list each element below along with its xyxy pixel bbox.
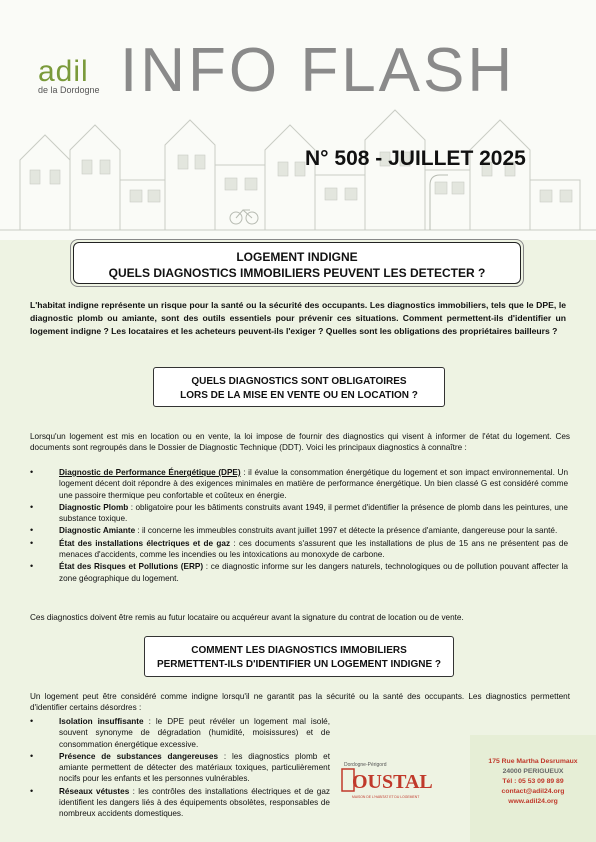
logo-adil: adil bbox=[38, 55, 89, 88]
section2-list bbox=[30, 716, 330, 821]
section2-paragraph: Un logement peut être considéré comme indigne lorsqu'il ne garantit pas la sécurité ou la santé des occupants. Les diagnostics permettent d'identifier certains désordres : bbox=[30, 692, 570, 713]
item-text: : le DPE peut révéler un logement mal isolé, souvent synonyme de dégradation (humidité, moisissures) et de consommation énergétique excessive. bbox=[59, 717, 330, 749]
item-term: Isolation insuffisante bbox=[59, 717, 144, 726]
logo-subtitle: de la Dordogne bbox=[38, 85, 100, 95]
intro-paragraph: L'habitat indigne représente un risque pour la santé ou la sécurité des occupants. Les diagnostics immobiliers, tels que le DPE, le diagnostic plomb ou amiante, sont des outils essentiels pour prévenir ces situations. Comment permettent-ils d'identifier un logement indigne ? Les locataires et les acheteurs peuvent-ils l'exiger ? Quelles sont les obligations des propriétaires bailleurs ? bbox=[30, 300, 566, 336]
email-link[interactable]: contact@adil24.org bbox=[501, 788, 565, 795]
section1-title-line1: QUELS DIAGNOSTICS SONT OBLIGATOIRES bbox=[191, 376, 407, 387]
section2-title-line2: PERMETTENT-ILS D'IDENTIFIER UN LOGEMENT INDIGNE ? bbox=[156, 659, 442, 670]
section1-title-box bbox=[153, 367, 445, 407]
section2-title-line1: COMMENT LES DIAGNOSTICS IMMOBILIERS bbox=[191, 645, 407, 656]
item-text: : ces documents s'assurent que les installations de plus de 15 ans ne présentent pas de menaces d'accidents, comme les incendies ou les intoxications au monoxyde de carbone. bbox=[59, 538, 568, 560]
item-term: Présence de substances dangereuses bbox=[59, 751, 219, 761]
item-term: Réseaux vétustes bbox=[59, 786, 130, 796]
list-item bbox=[30, 525, 568, 536]
item-term: Diagnostic Plomb bbox=[59, 502, 129, 512]
contact-block bbox=[470, 757, 596, 807]
item-term: Diagnostic Amiante bbox=[59, 526, 136, 536]
list-item bbox=[30, 467, 568, 501]
website-link[interactable]: www.adil24.org bbox=[508, 798, 558, 805]
item-text: : obligatoire pour les bâtiments construits avant 1949, il permet d'identifier la présence de plomb dans les peintures, une substance toxique. bbox=[59, 502, 568, 524]
list-item bbox=[30, 716, 330, 750]
section1-list bbox=[30, 467, 568, 585]
item-text: : les contrôles des installations électriques et de gaz identifient les dangers liés à des équipements obsolètes, responsables de nombreux accidents domestiques. bbox=[59, 786, 330, 819]
list-item bbox=[30, 561, 568, 584]
main-headline-line2: QUELS DIAGNOSTICS IMMOBILIERS PEUVENT LES DETECTER ? bbox=[108, 266, 486, 280]
section2-title-box bbox=[144, 636, 454, 677]
issue-number: N° 508 - JUILLET 2025 bbox=[305, 147, 526, 170]
item-text: : ce diagnostic informe sur les dangers naturels, technologiques ou de pollution pouvant affecter la zone géographique du logement. bbox=[59, 562, 568, 583]
main-headline-line1: LOGEMENT INDIGNE bbox=[236, 250, 358, 264]
section1-title-line2: LORS DE LA MISE EN VENTE OU EN LOCATION ? bbox=[180, 390, 418, 401]
phone: Tél : 05 53 09 89 89 bbox=[502, 778, 564, 785]
sponsor-top: Dordogne-Périgord bbox=[344, 762, 387, 768]
list-item bbox=[30, 751, 330, 785]
item-text: : il évalue la consommation énergétique du logement et son impact environnemental. Un logement décent doit répondre à des exigences minimales en matière de performance énergétique. Un bien classé G est considéré comme une passoire thermique peu confortable et coûteux en énergie. bbox=[59, 468, 569, 500]
item-text: : il concerne les immeubles construits avant juillet 1997 et détecte la présence d'amiante, dangereuse pour la santé. bbox=[135, 526, 558, 536]
newsletter-title: INFO FLASH bbox=[120, 36, 516, 105]
header bbox=[0, 0, 596, 240]
list-item bbox=[30, 786, 330, 820]
adil-logo bbox=[38, 55, 100, 95]
item-term: État des Risques et Pollutions (ERP) bbox=[59, 562, 204, 572]
item-term: Diagnostic de Performance Énergétique (DPE) bbox=[59, 468, 241, 477]
sponsor-name: OUSTAL bbox=[352, 771, 433, 793]
item-term: État des installations électriques et de gaz bbox=[59, 538, 231, 548]
oustal-logo bbox=[340, 757, 458, 807]
address-line2: 24000 PERIGUEUX bbox=[502, 768, 564, 775]
list-item bbox=[30, 502, 568, 525]
section1-paragraph: Lorsqu'un logement est mis en location ou en vente, la loi impose de fournir des diagnostics qui visent à informer de l'état du logement. Ces documents sont regroupés dans le Dossier de Diagnostic Technique (DDT). Voici les principaux diagnostics à connaître : bbox=[30, 432, 570, 453]
item-text: : les diagnostics plomb et amiante permettent de détecter des matériaux toxiques, particulièrement nocifs pour les enfants et les personnes vulnérables. bbox=[59, 751, 330, 784]
sponsor-tagline: MAISON DE L'HABITAT ET DU LOGEMENT bbox=[352, 795, 420, 799]
address-line1: 175 Rue Martha Desrumaux bbox=[488, 758, 578, 765]
section1-closing: Ces diagnostics doivent être remis au futur locataire ou acquéreur avant la signature du contrat de location ou de vente. bbox=[30, 613, 464, 622]
main-headline-box bbox=[73, 242, 521, 284]
list-item bbox=[30, 538, 568, 561]
